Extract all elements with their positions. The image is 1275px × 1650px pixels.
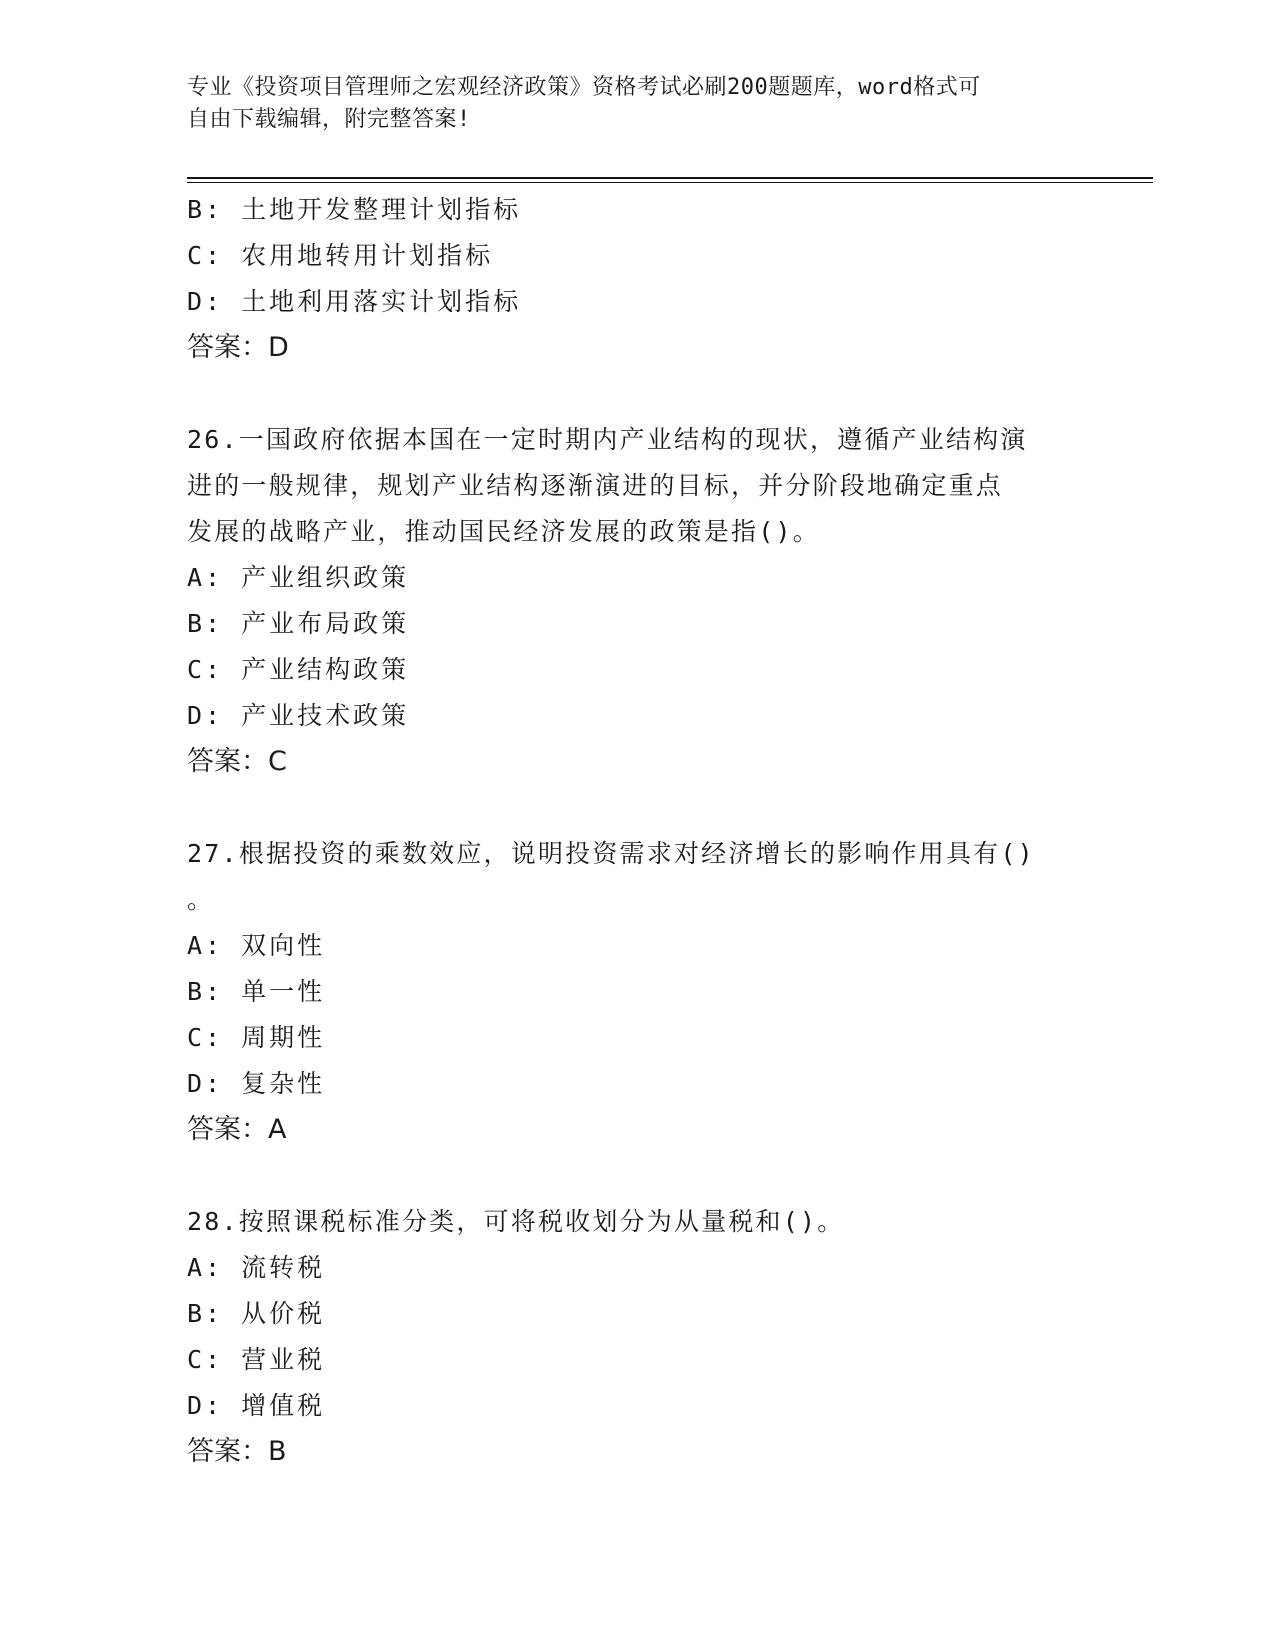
option-d: D: 产业技术政策 xyxy=(187,701,410,730)
option-d: D: 复杂性 xyxy=(187,1069,326,1098)
option-a: A: 双向性 xyxy=(187,931,326,960)
option-b: B: 从价税 xyxy=(187,1299,326,1328)
question-28 xyxy=(187,1199,1087,1475)
header-divider xyxy=(187,177,1153,183)
option-c: C: 农用地转用计划指标 xyxy=(187,241,494,270)
option-a: A: 产业组织政策 xyxy=(187,563,410,592)
option-d: D: 土地利用落实计划指标 xyxy=(187,287,522,316)
answer: 答案：D xyxy=(187,332,289,363)
header-line-2: 自由下载编辑，附完整答案! xyxy=(187,107,471,132)
spacer xyxy=(187,785,1087,831)
option-c: C: 周期性 xyxy=(187,1023,326,1052)
question-text-line: 26.一国政府依据本国在一定时期内产业结构的现状，遵循产业结构演 xyxy=(187,425,1028,454)
option-b: B: 单一性 xyxy=(187,977,326,1006)
option-c: C: 营业税 xyxy=(187,1345,326,1374)
question-text-line: 发展的战略产业，推动国民经济发展的政策是指()。 xyxy=(187,517,820,546)
question-27 xyxy=(187,831,1087,1153)
answer: 答案：C xyxy=(187,746,287,777)
question-text-line: 进的一般规律，规划产业结构逐渐演进的目标，并分阶段地确定重点 xyxy=(187,471,1004,500)
spacer xyxy=(187,1153,1087,1199)
spacer xyxy=(187,371,1087,417)
option-c: C: 产业结构政策 xyxy=(187,655,410,684)
question-26 xyxy=(187,417,1087,785)
question-text-line: 27.根据投资的乘数效应，说明投资需求对经济增长的影响作用具有() xyxy=(187,839,1035,868)
option-b: B: 土地开发整理计划指标 xyxy=(187,195,522,224)
answer: 答案：A xyxy=(187,1114,287,1145)
question-text-line: 。 xyxy=(187,885,215,914)
question-text-line: 28.按照课税标准分类，可将税收划分为从量税和()。 xyxy=(187,1207,845,1236)
option-d: D: 增值税 xyxy=(187,1391,326,1420)
option-a: A: 流转税 xyxy=(187,1253,326,1282)
document-header xyxy=(187,72,1087,136)
question-list xyxy=(187,187,1087,1475)
answer: 答案：B xyxy=(187,1436,287,1467)
header-line-1: 专业《投资项目管理师之宏观经济政策》资格考试必刷200题题库，word格式可 xyxy=(187,75,981,100)
option-b: B: 产业布局政策 xyxy=(187,609,410,638)
question-25 xyxy=(187,187,1087,371)
